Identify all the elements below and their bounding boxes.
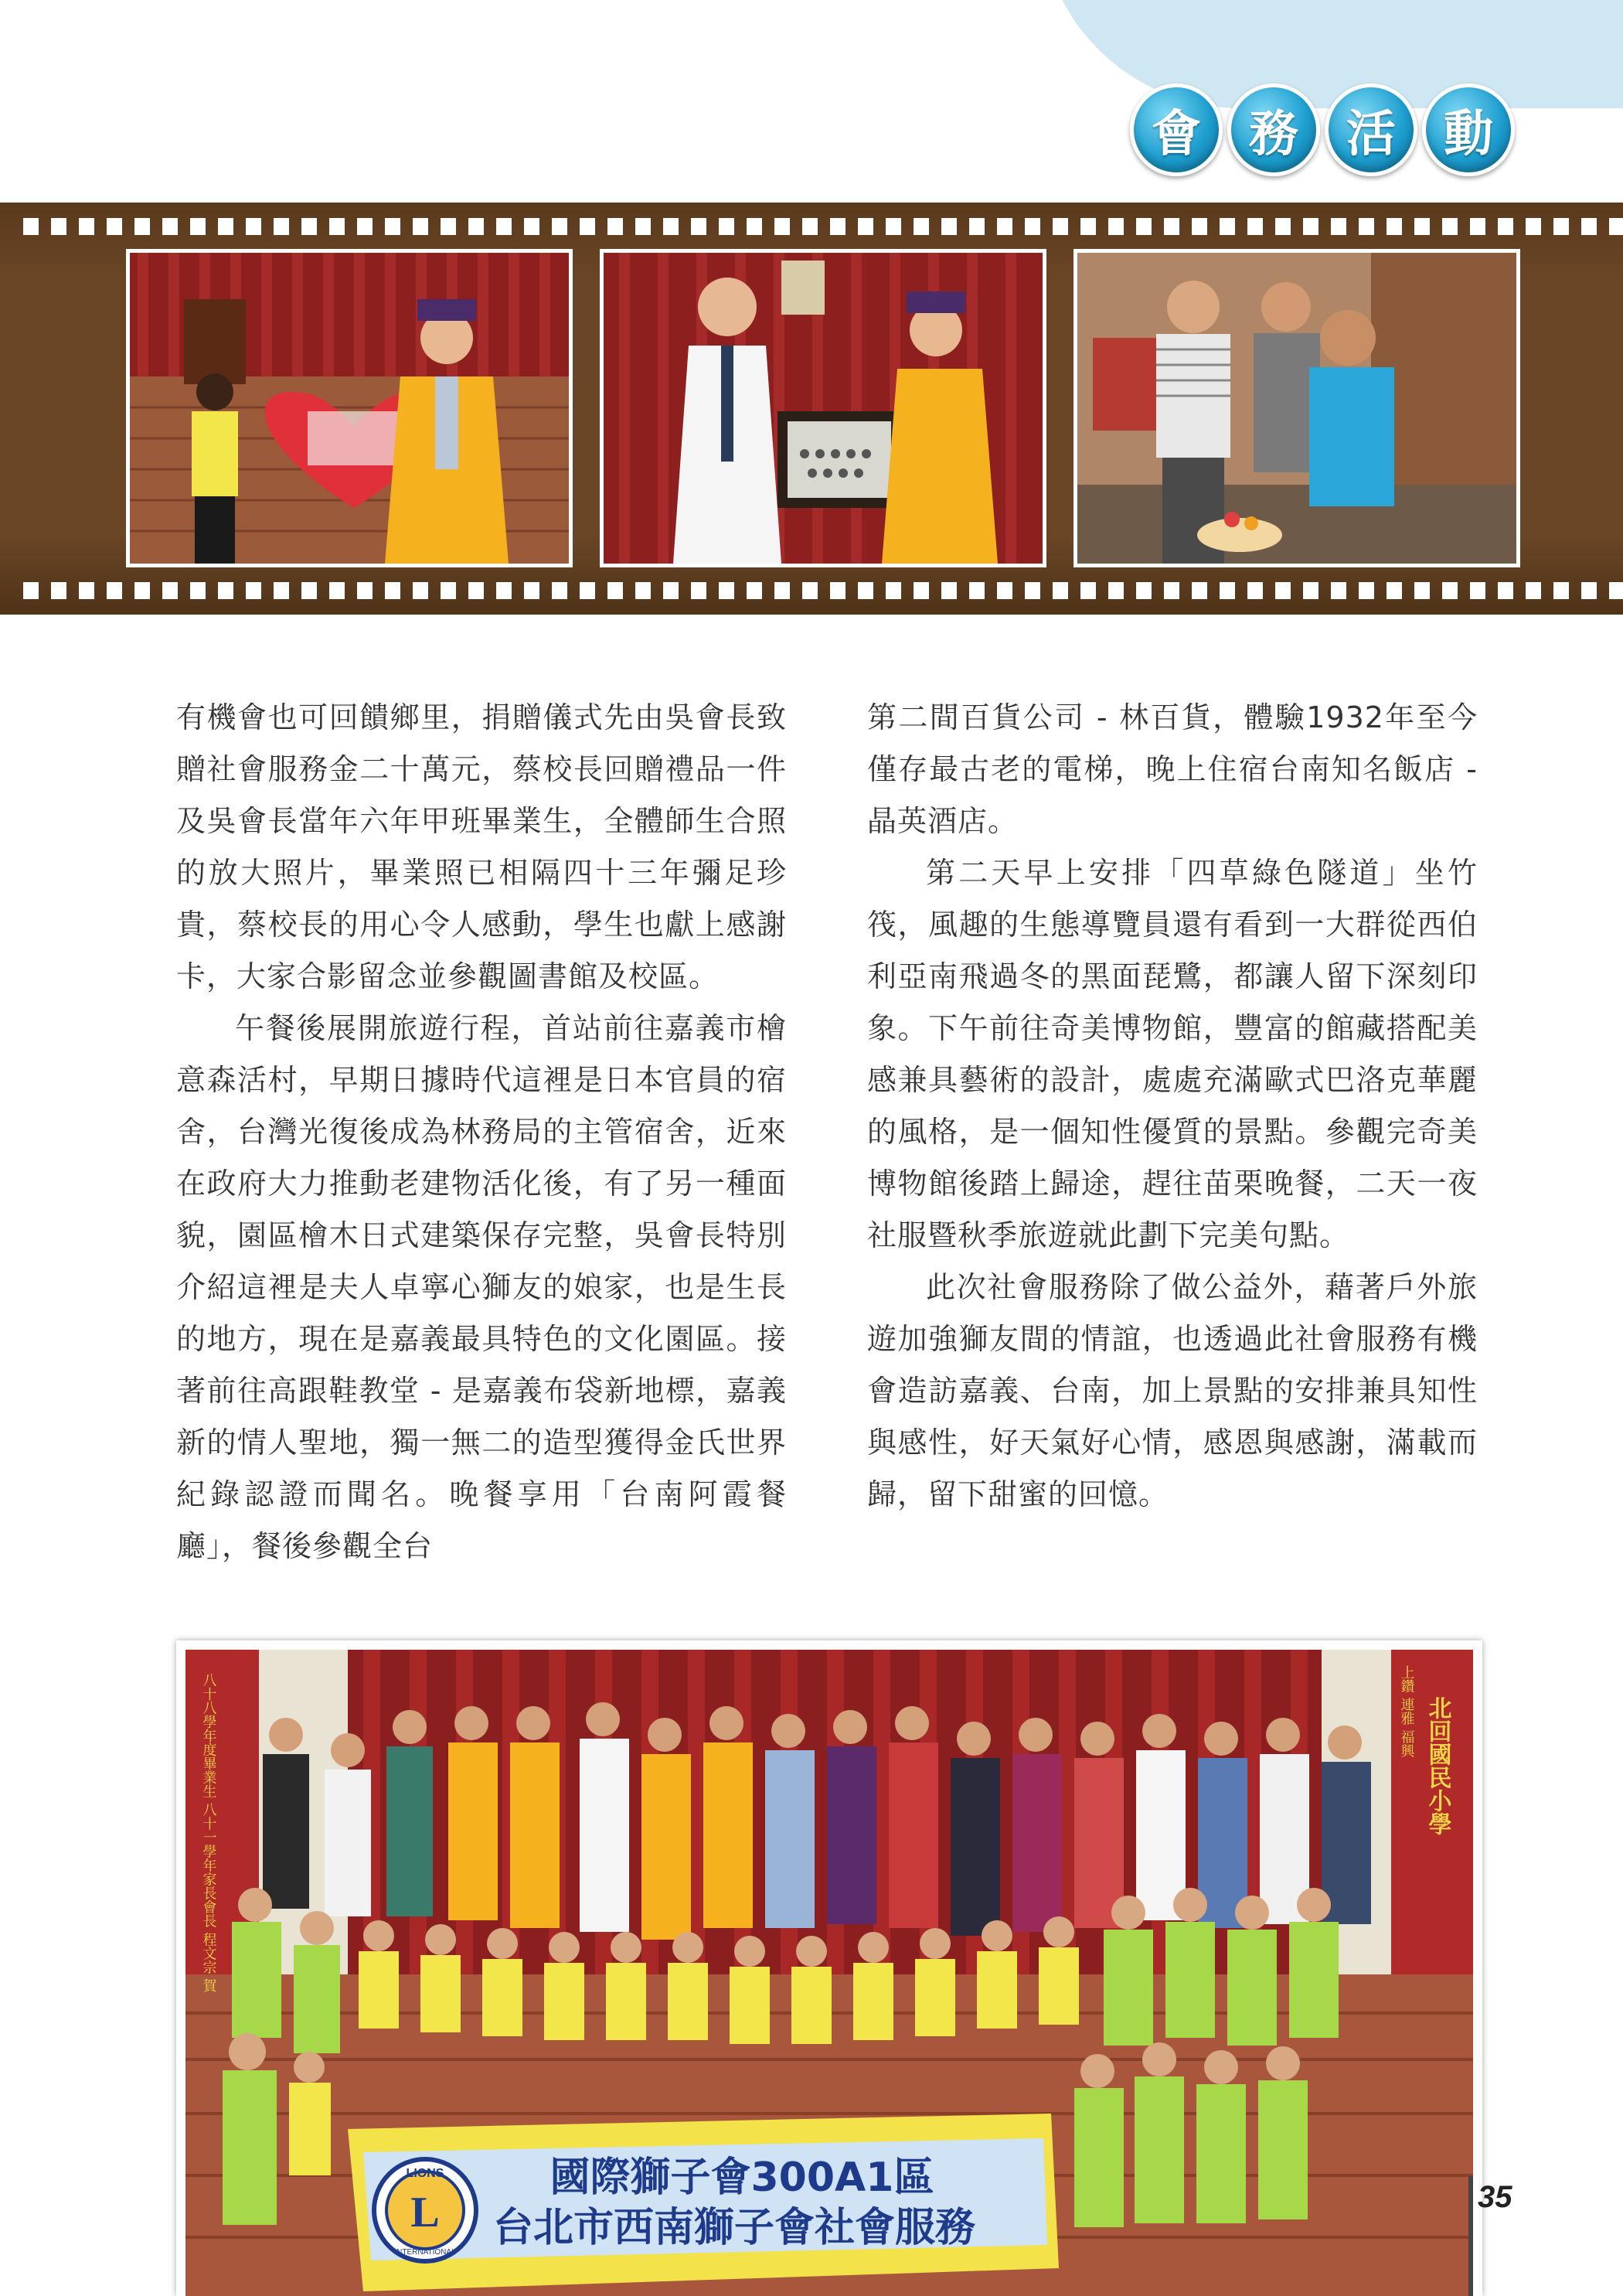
film-perforations-top <box>23 218 1623 235</box>
film-photo-presentation <box>600 249 1046 567</box>
article-paragraph: 有機會也可回饋鄉里，捐贈儀式先由吳會長致贈社會服務金二十萬元，蔡校長回贈禮品一件及吳會長當年六年甲班畢業生，全體師生合照的放大照片，畢業照已相隔四十三年彌足珍貴，蔡校長的用心令人感動，學生也獻上感謝卡，大家合影留念並參觀圖書館及校區。 <box>176 700 787 993</box>
lions-logo-sub: INTERNATIONAL <box>394 2248 456 2257</box>
page-number: 35 <box>1478 2180 1512 2214</box>
article-paragraph: 午餐後展開旅遊行程，首站前往嘉義市檜意森活村，早期日據時代這裡是日本官員的宿舍，台灣光復後成為林務局的主管宿舍，近來在政府大力推動老建物活化後，有了另一種面貌，園區檜木日式建築保存完整，吳會長特別介紹這裡是夫人卓寧心獅友的娘家，也是生長的地方，現在是嘉義最具特色的文化園區。接著前往高跟鞋教堂 - 是嘉義布袋新地標，嘉義新的情人聖地，獨一無二的造型獲得金氏世界紀錄認證而聞名。晚餐享用「台南阿霞餐廳」，餐後參觀全台 <box>176 1011 787 1563</box>
group-photo <box>176 1640 1482 2296</box>
article-paragraph: 第二間百貨公司 - 林百貨，體驗1932年至今僅存最古老的電梯，晚上住宿台南知名飯店 - 晶英酒店。 <box>867 700 1478 838</box>
film-strip <box>0 203 1623 615</box>
article-paragraph: 此次社會服務除了做公益外，藉著戶外旅遊加強獅友間的情誼，也透過此社會服務有機會造訪嘉義、台南，加上景點的安排兼具知性與感性，好天氣好心情，感恩與感謝，滿載而歸，留下甜蜜的回憶。 <box>867 1270 1478 1511</box>
article-column-right <box>867 692 1478 1521</box>
banner-line-1: 國際獅子會300A1區 <box>550 2155 934 2201</box>
film-photo-thumbs-up <box>1073 249 1520 567</box>
title-char: 動 <box>1422 83 1515 176</box>
article-column-left <box>176 692 787 1572</box>
lions-logo-letter: L <box>410 2189 440 2236</box>
right-scroll-text: 北回國民小學 <box>1424 1696 1451 1835</box>
article-paragraph: 第二天早上安排「四草綠色隧道」坐竹筏，風趣的生態導覽員還有看到一大群從西伯利亞南飛過冬的黑面琵鷺，都讓人留下深刻印象。下午前往奇美博物館，豐富的館藏搭配美感兼具藝術的設計，處處充滿歐式巴洛克華麗的風格，是一個知性優質的景點。參觀完奇美博物館後踏上歸途，趕往苗栗晚餐，二天一夜社服暨秋季旅遊就此劃下完美句點。 <box>867 856 1478 1252</box>
page-number-rule <box>1468 2176 1473 2296</box>
left-scroll-text: 八十八學年度畢業生 八十一學年家長會長 程文宗 賀 <box>200 1673 217 1993</box>
right-scroll-small: 上鑽 連雅 福興 <box>1398 1665 1415 1758</box>
banner-line-2: 台北市西南獅子會社會服務 <box>492 2205 976 2251</box>
film-photo-award <box>126 249 573 567</box>
title-char: 會 <box>1130 83 1223 176</box>
title-char: 活 <box>1325 83 1417 176</box>
film-perforations-bottom <box>23 582 1623 599</box>
section-title <box>1130 83 1515 176</box>
lions-banner <box>348 2114 1059 2291</box>
lions-logo-text: LIONS <box>406 2167 444 2180</box>
title-char: 務 <box>1227 83 1320 176</box>
